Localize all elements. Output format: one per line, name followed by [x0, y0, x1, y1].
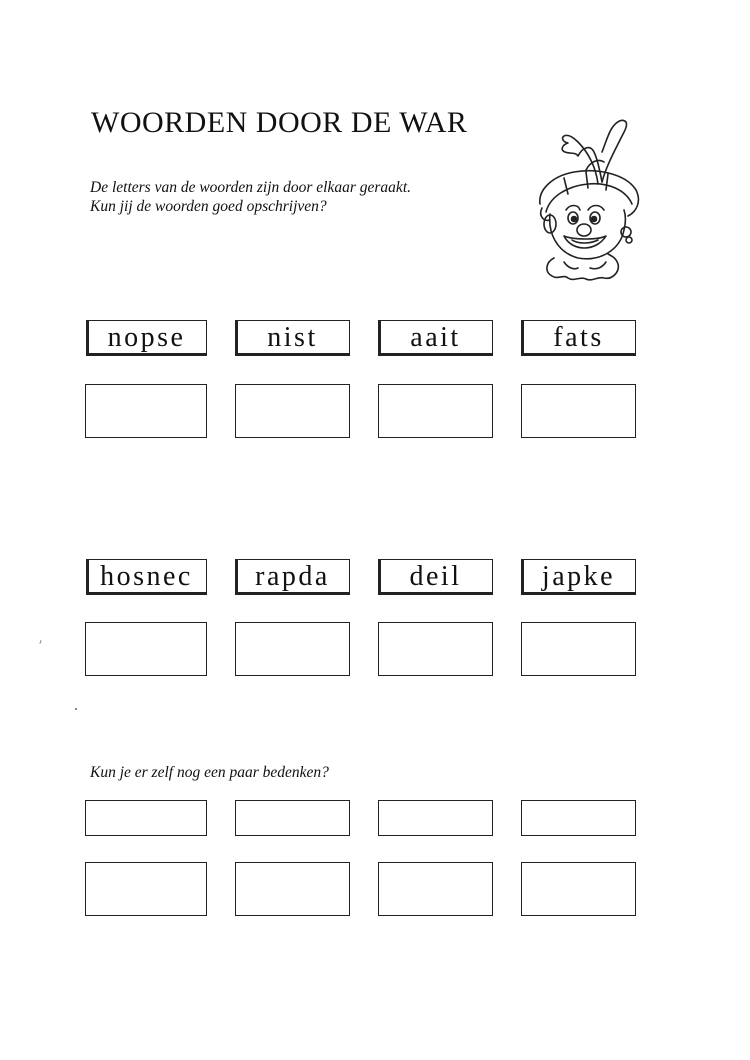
scrambled-word-box: fats — [521, 320, 636, 356]
answer-box[interactable] — [378, 384, 493, 438]
scrambled-word-box: nist — [235, 320, 350, 356]
own-answer-box[interactable] — [521, 862, 636, 916]
zwarte-piet-mascot-icon — [528, 112, 646, 282]
own-word-box[interactable] — [235, 800, 350, 836]
own-word-box[interactable] — [85, 800, 207, 836]
instruction-line-1: De letters van de woorden zijn door elkaar geraakt. — [90, 179, 411, 196]
page-title: WOORDEN DOOR DE WAR — [91, 106, 468, 139]
own-word-box[interactable] — [378, 800, 493, 836]
answer-box[interactable] — [85, 384, 207, 438]
own-word-box[interactable] — [521, 800, 636, 836]
scrambled-word-box: aait — [378, 320, 493, 356]
answer-box[interactable] — [85, 622, 207, 676]
scrambled-word-box: japke — [521, 559, 636, 595]
scan-speck — [39, 640, 41, 644]
answer-box[interactable] — [235, 384, 350, 438]
scrambled-word-box: rapda — [235, 559, 350, 595]
own-answer-box[interactable] — [235, 862, 350, 916]
scrambled-word-box: hosnec — [86, 559, 207, 595]
scrambled-word-box: deil — [378, 559, 493, 595]
scan-speck — [75, 708, 77, 710]
own-answer-box[interactable] — [85, 862, 207, 916]
instruction-line-2: Kun jij de woorden goed opschrijven? — [90, 198, 327, 215]
own-answer-box[interactable] — [378, 862, 493, 916]
scrambled-word-box: nopse — [86, 320, 207, 356]
extra-prompt: Kun je er zelf nog een paar bedenken? — [90, 764, 329, 781]
answer-box[interactable] — [521, 384, 636, 438]
answer-box[interactable] — [378, 622, 493, 676]
answer-box[interactable] — [521, 622, 636, 676]
answer-box[interactable] — [235, 622, 350, 676]
instructions — [90, 178, 411, 216]
